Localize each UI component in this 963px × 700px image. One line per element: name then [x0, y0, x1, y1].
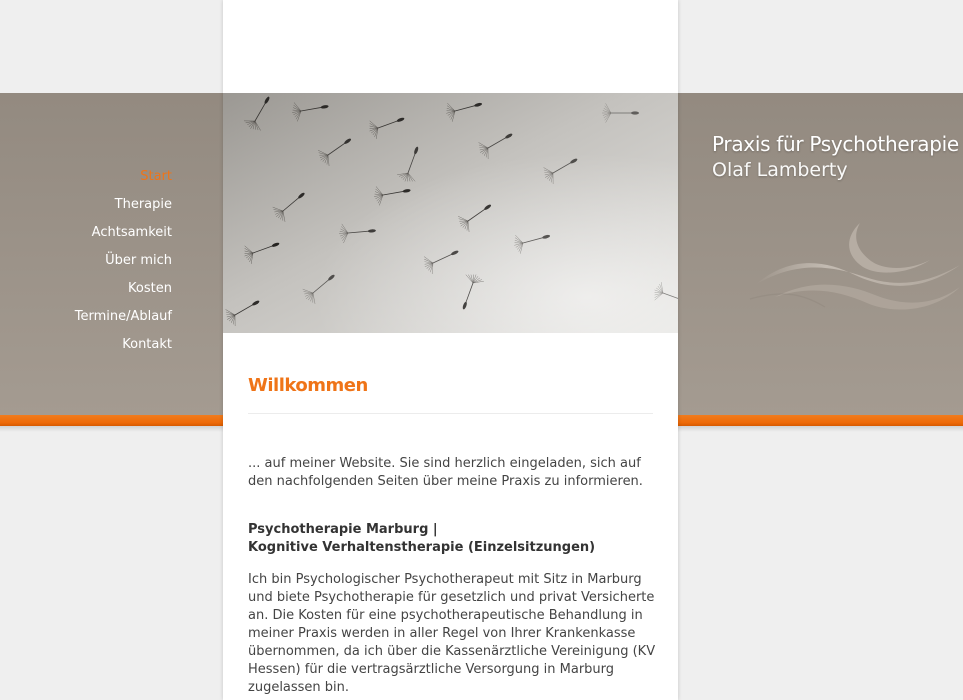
- section-heading: [248, 521, 653, 557]
- dandelion-seeds-photo-icon: [223, 93, 678, 333]
- page-title: Willkommen: [248, 375, 368, 396]
- title-divider: [248, 413, 653, 414]
- nav-item-start[interactable]: Start: [140, 169, 172, 184]
- content-column: [223, 0, 678, 700]
- swoosh-logo-icon: [745, 215, 963, 335]
- site-brand[interactable]: [712, 131, 963, 183]
- nav-item-ueber-mich[interactable]: Über mich: [105, 253, 172, 268]
- brand-name: Olaf Lamberty: [712, 159, 848, 181]
- section-heading-line-2: Kognitive Verhaltenstherapie (Einzelsitzungen): [248, 540, 596, 555]
- nav-item-achtsamkeit[interactable]: Achtsamkeit: [91, 225, 172, 240]
- brand-title: Praxis für Psychotherapie: [712, 132, 959, 156]
- body-paragraph: Ich bin Psychologischer Psychotherapeut mit Sitz in Marburg und biete Psychotherapie für gesetzlich und privat Versicherte an. Die Kosten für eine psychotherapeutische Behandlung in meiner Praxis werden in aller Regel von Ihrer Krankenkasse übernommen, da ich über die Kassenärztliche Vereinigung (KV Hessen) für die vertragsärztliche Versorgung in Marburg zugelassen bin.: [248, 572, 656, 695]
- nav-item-kontakt[interactable]: Kontakt: [122, 337, 172, 352]
- nav-item-kosten[interactable]: Kosten: [128, 281, 172, 296]
- nav-item-termine-ablauf[interactable]: Termine/Ablauf: [74, 309, 172, 324]
- section-heading-line-1: Psychotherapie Marburg |: [248, 522, 438, 537]
- main-navigation: [0, 168, 172, 364]
- nav-item-therapie[interactable]: Therapie: [114, 197, 172, 212]
- intro-paragraph: ... auf meiner Website. Sie sind herzlich eingeladen, sich auf den nachfolgenden Seiten über meine Praxis zu informieren.: [248, 456, 643, 489]
